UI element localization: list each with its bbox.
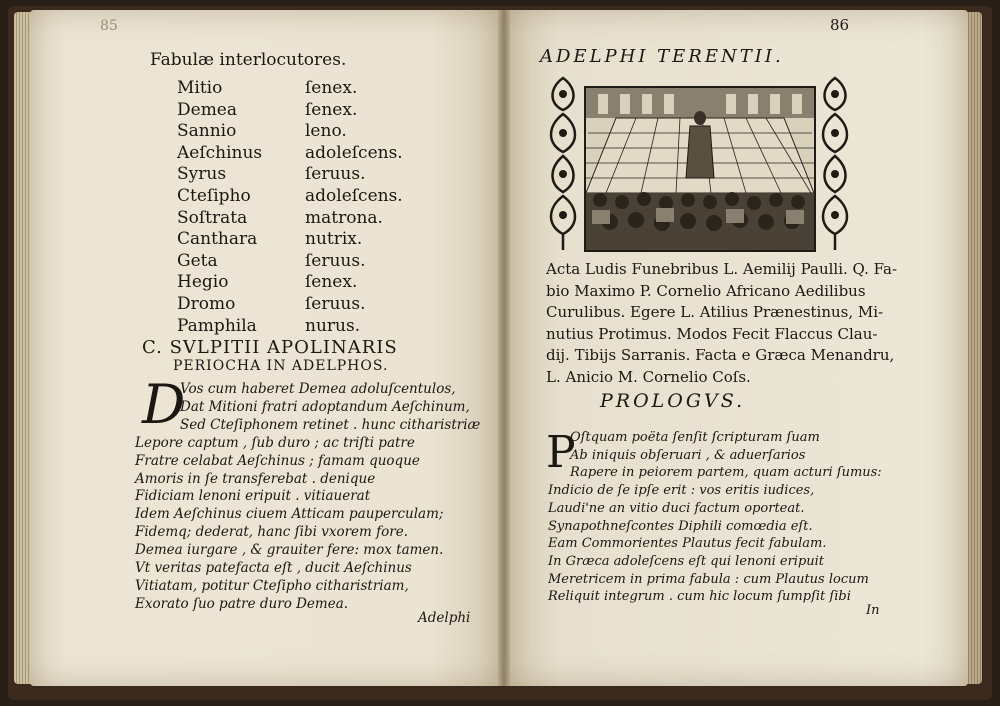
left-catchword: Adelphi	[418, 610, 471, 626]
page-edges-right	[966, 12, 982, 684]
prologue-line: Indicio de ſe ipſe erit : vos eritis iudices,	[548, 483, 815, 499]
periocha-line: Dat Mitioni fratri adoptandum Aeſchinum,	[180, 398, 470, 415]
cast-role: adoleſcens.	[305, 186, 403, 206]
periocha-line: Fratre celabat Aeſchinus ; famam quoque	[135, 452, 420, 469]
cast-name: Hegio	[177, 272, 229, 293]
theatre-woodcut	[584, 86, 816, 252]
cast-name: Demea	[177, 99, 238, 120]
periocha-line: Lepore captum , ſub duro ; ac triſti patre	[135, 434, 415, 451]
prologue-line: Reliquit integrum . cum hic locum ſumpſit ſibi	[548, 589, 851, 605]
periocha-line: Sed Cteſiphonem retinet . hunc citharistriæ	[180, 416, 481, 433]
periocha-line: Fidemq; dederat, hanc ſibi vxorem fore.	[135, 524, 408, 541]
prologue-line: Meretricem in prima fabula : cum Plautus locum	[548, 571, 869, 587]
acta-line: Curulibus. Egere L. Atilius Prænestinus, Mi-	[546, 303, 884, 321]
periocha-title: C. SVLPITII APOLINARIS	[142, 337, 398, 358]
drop-cap-d: D	[142, 373, 186, 436]
periocha-line: Amoris in ſe transferebat . denique	[135, 470, 376, 487]
acta-line: L. Anicio M. Cornelio Coſs.	[546, 367, 751, 386]
acta-line: dij. Tibijs Sarranis. Facta e Græca Menandru,	[546, 346, 895, 364]
prologue-line: Synapothneſcontes Diphili comœdia eſt.	[548, 518, 813, 534]
periocha-line: Exorato ſuo patre duro Demea.	[135, 595, 349, 612]
periocha-line: Vos cum haberet Demea adoluſcentulos,	[180, 381, 456, 397]
cast-role: ſeruus.	[305, 164, 366, 185]
cast-role: ſeruus.	[305, 294, 366, 314]
running-head: ADELPHI TERENTII.	[540, 46, 784, 67]
book-gutter	[498, 10, 510, 686]
prologue-line: Eam Commorientes Plautus fecit fabulam.	[548, 536, 827, 552]
prologue-line: In Græca adoleſcens eſt qui lenoni eripuit	[548, 553, 825, 569]
cast-name: Syrus	[177, 164, 227, 185]
cast-role: ſenex.	[305, 272, 358, 293]
cast-heading: Fabulæ interlocutores.	[150, 50, 347, 70]
ornament-right	[817, 74, 853, 254]
prologue-line: Laudi'ne an vitio duci factum oporteat.	[548, 500, 805, 516]
cast-role: nurus.	[305, 315, 361, 336]
prologue-line: Rapere in peiorem partem, quam acturi ſumus:	[570, 465, 882, 481]
periocha-line: Vitiatam, potitur Cteſipho citharistriam,	[135, 577, 409, 594]
periocha-line: Demea iurgare , & grauiter fere: mox tamen.	[135, 542, 444, 559]
cast-role: leno.	[305, 121, 347, 142]
drop-cap-p: P	[546, 427, 576, 478]
cast-name: Soſtrata	[177, 207, 248, 228]
cast-role: ſenex.	[305, 78, 358, 98]
right-page-number: 86	[830, 16, 850, 34]
right-catchword: In	[866, 603, 880, 618]
cast-name: Canthara	[177, 229, 258, 250]
periocha-line: Fidiciam lenoni eripuit . vitiauerat	[135, 488, 371, 505]
acta-line: bio Maximo P. Cornelio Africano Aedilibus	[546, 281, 866, 300]
cast-role: matrona.	[305, 207, 383, 228]
acta-line: Acta Ludis Funebribus L. Aemilij Paulli. Q. Fa-	[546, 260, 898, 278]
ornament-left	[545, 74, 581, 254]
acta-line: nutius Protimus. Modos Fecit Flaccus Clau-	[546, 324, 878, 343]
cast-name: Cteſipho	[177, 186, 251, 206]
prologue-title: PROLOGVS.	[600, 390, 746, 412]
periocha-line: Vt veritas patefacta eſt , ducit Aeſchinus	[135, 560, 412, 576]
cast-role: nutrix.	[305, 229, 363, 250]
cast-name: Dromo	[177, 294, 236, 314]
cast-role: adoleſcens.	[305, 142, 403, 163]
prologue-line: Oſtquam poëta ſenſit ſcripturam ſuam	[570, 430, 820, 445]
cast-name: Pamphila	[177, 315, 257, 336]
cast-name: Geta	[177, 250, 218, 271]
cast-role: ſenex.	[305, 99, 358, 120]
periocha-line: Idem Aeſchinus ciuem Atticam pauperculam;	[135, 506, 444, 523]
cast-name: Sannio	[177, 121, 237, 142]
prologue-line: Ab iniquis obſeruari , & aduerſarios	[570, 447, 806, 463]
cast-name: Aeſchinus	[177, 142, 263, 163]
cast-name: Mitio	[177, 78, 223, 98]
cast-role: ſeruus.	[305, 250, 366, 271]
periocha-subtitle: PERIOCHA IN ADELPHOS.	[173, 358, 389, 374]
left-page-number: 85	[100, 18, 118, 34]
